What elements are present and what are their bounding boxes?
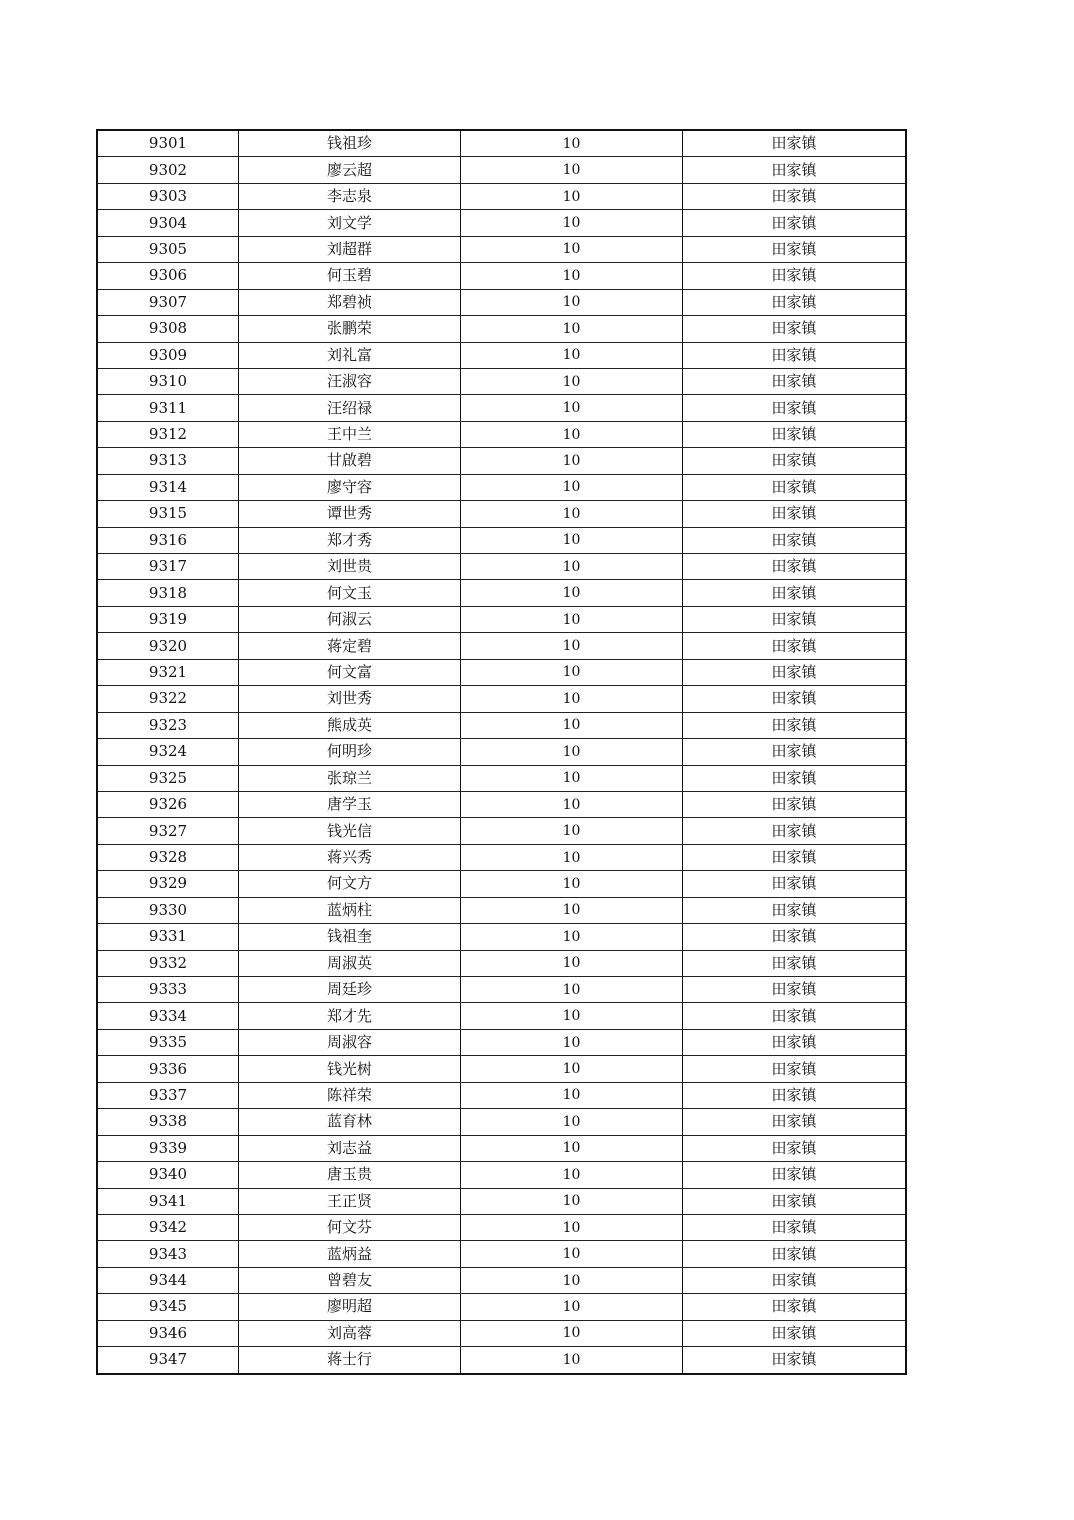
name-cell: 廖明超 [239, 1294, 461, 1320]
seq-number-cell: 9342 [97, 1214, 239, 1240]
town-cell: 田家镇 [683, 950, 907, 976]
name-cell: 刘世秀 [239, 686, 461, 712]
town-cell: 田家镇 [683, 844, 907, 870]
amount-cell: 10 [461, 659, 683, 685]
seq-number-cell: 9347 [97, 1347, 239, 1374]
table-row [97, 1188, 906, 1214]
roster-table-body [97, 130, 906, 1374]
amount-cell: 10 [461, 924, 683, 950]
table-row [97, 289, 906, 315]
table-row [97, 765, 906, 791]
amount-cell: 10 [461, 1294, 683, 1320]
town-cell: 田家镇 [683, 659, 907, 685]
town-cell: 田家镇 [683, 395, 907, 421]
town-cell: 田家镇 [683, 210, 907, 236]
seq-number-cell: 9341 [97, 1188, 239, 1214]
amount-cell: 10 [461, 1188, 683, 1214]
amount-cell: 10 [461, 342, 683, 368]
amount-cell: 10 [461, 1214, 683, 1240]
name-cell: 汪淑容 [239, 368, 461, 394]
table-row [97, 501, 906, 527]
amount-cell: 10 [461, 527, 683, 553]
seq-number-cell: 9326 [97, 791, 239, 817]
table-row [97, 1214, 906, 1240]
seq-number-cell: 9301 [97, 130, 239, 157]
name-cell: 王中兰 [239, 421, 461, 447]
name-cell: 蒋士行 [239, 1347, 461, 1374]
table-row [97, 1029, 906, 1055]
amount-cell: 10 [461, 686, 683, 712]
table-row [97, 157, 906, 183]
town-cell: 田家镇 [683, 712, 907, 738]
seq-number-cell: 9336 [97, 1056, 239, 1082]
table-row [97, 236, 906, 262]
name-cell: 蒋兴秀 [239, 844, 461, 870]
town-cell: 田家镇 [683, 501, 907, 527]
table-row [97, 1003, 906, 1029]
name-cell: 唐学玉 [239, 791, 461, 817]
table-row [97, 1241, 906, 1267]
amount-cell: 10 [461, 844, 683, 870]
amount-cell: 10 [461, 950, 683, 976]
seq-number-cell: 9311 [97, 395, 239, 421]
town-cell: 田家镇 [683, 1162, 907, 1188]
seq-number-cell: 9318 [97, 580, 239, 606]
seq-number-cell: 9304 [97, 210, 239, 236]
amount-cell: 10 [461, 448, 683, 474]
town-cell: 田家镇 [683, 1029, 907, 1055]
amount-cell: 10 [461, 580, 683, 606]
town-cell: 田家镇 [683, 527, 907, 553]
table-row [97, 183, 906, 209]
town-cell: 田家镇 [683, 1241, 907, 1267]
amount-cell: 10 [461, 1056, 683, 1082]
seq-number-cell: 9303 [97, 183, 239, 209]
seq-number-cell: 9332 [97, 950, 239, 976]
seq-number-cell: 9331 [97, 924, 239, 950]
town-cell: 田家镇 [683, 765, 907, 791]
table-row [97, 1294, 906, 1320]
name-cell: 何文方 [239, 871, 461, 897]
table-row [97, 474, 906, 500]
seq-number-cell: 9328 [97, 844, 239, 870]
amount-cell: 10 [461, 501, 683, 527]
table-row [97, 130, 906, 157]
amount-cell: 10 [461, 210, 683, 236]
seq-number-cell: 9302 [97, 157, 239, 183]
name-cell: 周淑英 [239, 950, 461, 976]
table-row [97, 633, 906, 659]
name-cell: 刘文学 [239, 210, 461, 236]
town-cell: 田家镇 [683, 1347, 907, 1374]
town-cell: 田家镇 [683, 739, 907, 765]
amount-cell: 10 [461, 130, 683, 157]
town-cell: 田家镇 [683, 448, 907, 474]
town-cell: 田家镇 [683, 977, 907, 1003]
table-row [97, 448, 906, 474]
name-cell: 钱祖奎 [239, 924, 461, 950]
town-cell: 田家镇 [683, 686, 907, 712]
table-row [97, 818, 906, 844]
name-cell: 唐玉贵 [239, 1162, 461, 1188]
name-cell: 郑才先 [239, 1003, 461, 1029]
table-row [97, 659, 906, 685]
amount-cell: 10 [461, 739, 683, 765]
amount-cell: 10 [461, 474, 683, 500]
seq-number-cell: 9339 [97, 1135, 239, 1161]
amount-cell: 10 [461, 1135, 683, 1161]
name-cell: 周廷珍 [239, 977, 461, 1003]
name-cell: 甘啟碧 [239, 448, 461, 474]
town-cell: 田家镇 [683, 897, 907, 923]
table-row [97, 580, 906, 606]
seq-number-cell: 9306 [97, 263, 239, 289]
name-cell: 曾碧友 [239, 1267, 461, 1293]
table-row [97, 263, 906, 289]
town-cell: 田家镇 [683, 342, 907, 368]
table-row [97, 316, 906, 342]
table-row [97, 897, 906, 923]
seq-number-cell: 9344 [97, 1267, 239, 1293]
seq-number-cell: 9330 [97, 897, 239, 923]
seq-number-cell: 9322 [97, 686, 239, 712]
name-cell: 谭世秀 [239, 501, 461, 527]
name-cell: 汪绍禄 [239, 395, 461, 421]
amount-cell: 10 [461, 871, 683, 897]
name-cell: 廖守容 [239, 474, 461, 500]
seq-number-cell: 9343 [97, 1241, 239, 1267]
amount-cell: 10 [461, 712, 683, 738]
seq-number-cell: 9310 [97, 368, 239, 394]
name-cell: 郑碧祯 [239, 289, 461, 315]
name-cell: 何文芬 [239, 1214, 461, 1240]
name-cell: 刘高蓉 [239, 1320, 461, 1346]
table-row [97, 739, 906, 765]
table-row [97, 950, 906, 976]
seq-number-cell: 9333 [97, 977, 239, 1003]
table-row [97, 924, 906, 950]
seq-number-cell: 9320 [97, 633, 239, 659]
table-row [97, 1347, 906, 1374]
name-cell: 蒋定碧 [239, 633, 461, 659]
seq-number-cell: 9321 [97, 659, 239, 685]
seq-number-cell: 9307 [97, 289, 239, 315]
name-cell: 廖云超 [239, 157, 461, 183]
amount-cell: 10 [461, 1003, 683, 1029]
table-row [97, 1162, 906, 1188]
town-cell: 田家镇 [683, 924, 907, 950]
seq-number-cell: 9312 [97, 421, 239, 447]
amount-cell: 10 [461, 977, 683, 1003]
table-row [97, 395, 906, 421]
amount-cell: 10 [461, 1029, 683, 1055]
amount-cell: 10 [461, 236, 683, 262]
town-cell: 田家镇 [683, 263, 907, 289]
seq-number-cell: 9317 [97, 554, 239, 580]
seq-number-cell: 9335 [97, 1029, 239, 1055]
seq-number-cell: 9334 [97, 1003, 239, 1029]
name-cell: 钱祖珍 [239, 130, 461, 157]
amount-cell: 10 [461, 633, 683, 659]
town-cell: 田家镇 [683, 1135, 907, 1161]
amount-cell: 10 [461, 554, 683, 580]
amount-cell: 10 [461, 1320, 683, 1346]
name-cell: 何明珍 [239, 739, 461, 765]
town-cell: 田家镇 [683, 1082, 907, 1108]
table-row [97, 368, 906, 394]
seq-number-cell: 9308 [97, 316, 239, 342]
seq-number-cell: 9316 [97, 527, 239, 553]
name-cell: 钱光树 [239, 1056, 461, 1082]
amount-cell: 10 [461, 289, 683, 315]
name-cell: 熊成英 [239, 712, 461, 738]
table-row [97, 1135, 906, 1161]
table-row [97, 421, 906, 447]
table-row [97, 527, 906, 553]
town-cell: 田家镇 [683, 1214, 907, 1240]
town-cell: 田家镇 [683, 421, 907, 447]
table-row [97, 1320, 906, 1346]
seq-number-cell: 9337 [97, 1082, 239, 1108]
amount-cell: 10 [461, 791, 683, 817]
name-cell: 钱光信 [239, 818, 461, 844]
seq-number-cell: 9313 [97, 448, 239, 474]
amount-cell: 10 [461, 316, 683, 342]
town-cell: 田家镇 [683, 474, 907, 500]
town-cell: 田家镇 [683, 183, 907, 209]
town-cell: 田家镇 [683, 1267, 907, 1293]
table-row [97, 712, 906, 738]
amount-cell: 10 [461, 765, 683, 791]
town-cell: 田家镇 [683, 554, 907, 580]
name-cell: 何文富 [239, 659, 461, 685]
seq-number-cell: 9323 [97, 712, 239, 738]
seq-number-cell: 9309 [97, 342, 239, 368]
town-cell: 田家镇 [683, 633, 907, 659]
name-cell: 蓝育林 [239, 1109, 461, 1135]
table-row [97, 1056, 906, 1082]
table-row [97, 791, 906, 817]
name-cell: 李志泉 [239, 183, 461, 209]
roster-table [96, 129, 907, 1375]
name-cell: 王正贤 [239, 1188, 461, 1214]
name-cell: 何玉碧 [239, 263, 461, 289]
amount-cell: 10 [461, 1082, 683, 1108]
table-row [97, 844, 906, 870]
name-cell: 蓝炳柱 [239, 897, 461, 923]
seq-number-cell: 9325 [97, 765, 239, 791]
town-cell: 田家镇 [683, 871, 907, 897]
table-row [97, 342, 906, 368]
name-cell: 郑才秀 [239, 527, 461, 553]
name-cell: 刘超群 [239, 236, 461, 262]
seq-number-cell: 9319 [97, 606, 239, 632]
amount-cell: 10 [461, 1162, 683, 1188]
amount-cell: 10 [461, 421, 683, 447]
town-cell: 田家镇 [683, 791, 907, 817]
seq-number-cell: 9338 [97, 1109, 239, 1135]
name-cell: 何淑云 [239, 606, 461, 632]
name-cell: 陈祥荣 [239, 1082, 461, 1108]
table-row [97, 871, 906, 897]
name-cell: 何文玉 [239, 580, 461, 606]
amount-cell: 10 [461, 1109, 683, 1135]
town-cell: 田家镇 [683, 580, 907, 606]
seq-number-cell: 9324 [97, 739, 239, 765]
amount-cell: 10 [461, 1347, 683, 1374]
table-row [97, 1082, 906, 1108]
seq-number-cell: 9314 [97, 474, 239, 500]
town-cell: 田家镇 [683, 289, 907, 315]
name-cell: 蓝炳益 [239, 1241, 461, 1267]
table-row [97, 1109, 906, 1135]
amount-cell: 10 [461, 1267, 683, 1293]
seq-number-cell: 9329 [97, 871, 239, 897]
table-row [97, 977, 906, 1003]
amount-cell: 10 [461, 263, 683, 289]
amount-cell: 10 [461, 157, 683, 183]
town-cell: 田家镇 [683, 1320, 907, 1346]
name-cell: 张琼兰 [239, 765, 461, 791]
town-cell: 田家镇 [683, 1003, 907, 1029]
amount-cell: 10 [461, 897, 683, 923]
seq-number-cell: 9346 [97, 1320, 239, 1346]
name-cell: 周淑容 [239, 1029, 461, 1055]
amount-cell: 10 [461, 368, 683, 394]
seq-number-cell: 9327 [97, 818, 239, 844]
name-cell: 刘世贵 [239, 554, 461, 580]
seq-number-cell: 9340 [97, 1162, 239, 1188]
town-cell: 田家镇 [683, 130, 907, 157]
town-cell: 田家镇 [683, 157, 907, 183]
table-row [97, 554, 906, 580]
town-cell: 田家镇 [683, 818, 907, 844]
table-row [97, 686, 906, 712]
town-cell: 田家镇 [683, 606, 907, 632]
seq-number-cell: 9305 [97, 236, 239, 262]
name-cell: 刘志益 [239, 1135, 461, 1161]
seq-number-cell: 9315 [97, 501, 239, 527]
town-cell: 田家镇 [683, 368, 907, 394]
town-cell: 田家镇 [683, 1109, 907, 1135]
amount-cell: 10 [461, 1241, 683, 1267]
amount-cell: 10 [461, 183, 683, 209]
table-row [97, 210, 906, 236]
amount-cell: 10 [461, 395, 683, 421]
table-row [97, 1267, 906, 1293]
name-cell: 张鹏荣 [239, 316, 461, 342]
name-cell: 刘礼富 [239, 342, 461, 368]
town-cell: 田家镇 [683, 1056, 907, 1082]
town-cell: 田家镇 [683, 1188, 907, 1214]
seq-number-cell: 9345 [97, 1294, 239, 1320]
table-row [97, 606, 906, 632]
amount-cell: 10 [461, 606, 683, 632]
town-cell: 田家镇 [683, 316, 907, 342]
town-cell: 田家镇 [683, 1294, 907, 1320]
amount-cell: 10 [461, 818, 683, 844]
town-cell: 田家镇 [683, 236, 907, 262]
